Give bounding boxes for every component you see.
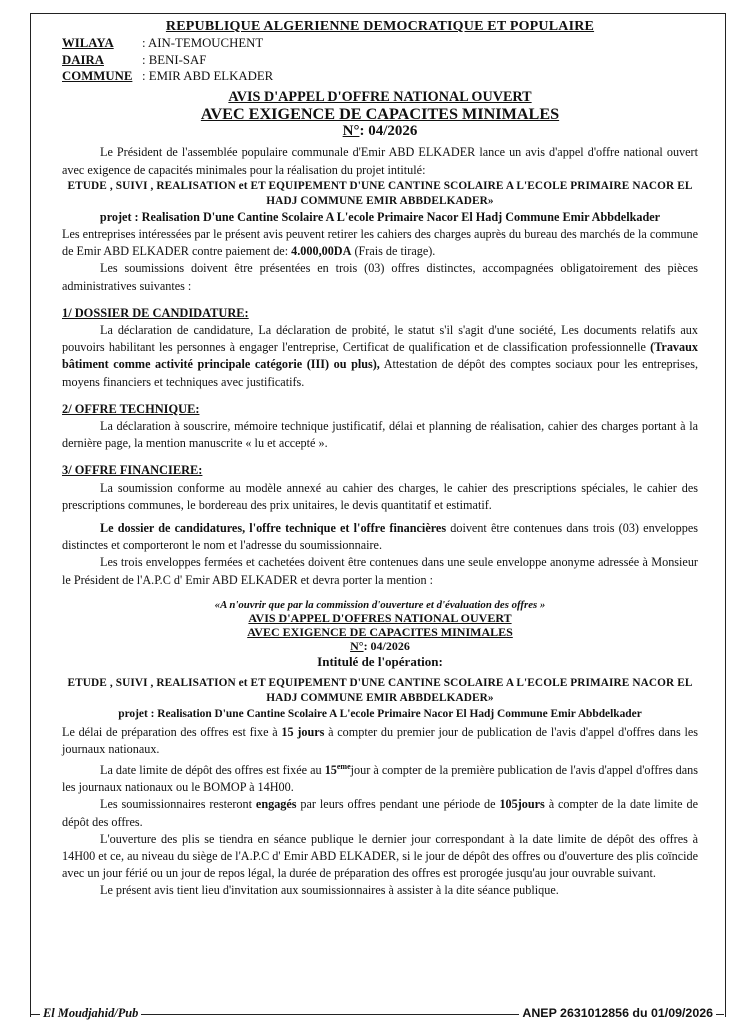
admin-value-commune: : EMIR ABD ELKADER bbox=[142, 69, 274, 84]
projet-line: projet : Realisation D'une Cantine Scolaire A L'ecole Primaire Nacor El Hadj Commune Emir Abbdelkader bbox=[99, 209, 661, 224]
engages-text-b: par leurs offres pendant une période de bbox=[296, 797, 500, 812]
delai-bold: 15 jours bbox=[281, 724, 325, 739]
mention-projet-line: projet : Realisation D'une Cantine Scolaire A L'ecole Primaire Nacor El Hadj Commune Emir Abbdelkader bbox=[118, 708, 642, 721]
notice-title-1: AVIS D'APPEL D'OFFRE NATIONAL OUVERT bbox=[228, 88, 532, 105]
mention-number bbox=[62, 640, 698, 654]
section-financiere-text: La soumission conforme au modèle annexé au cahier des charges, le cahier des prescriptions spéciales, le cahier des prescriptions communes, le bordereau des prix unitaires, le devis quantitatif et estimatif. bbox=[62, 480, 698, 512]
notice-number bbox=[62, 123, 698, 140]
amount: 4.000,00DA bbox=[291, 244, 352, 259]
section-candidature-text bbox=[62, 322, 698, 391]
delai-text-b: à compter du premier jour de publication de l'avis d'appel d'offres dans les journaux nationaux. bbox=[62, 724, 698, 756]
engages-bold: engagés bbox=[255, 797, 297, 812]
delai-paragraph bbox=[62, 724, 698, 758]
admin-key-wilaya: WILAYA bbox=[62, 36, 114, 51]
depot-sup: eme bbox=[336, 761, 351, 771]
engages-paragraph bbox=[62, 796, 698, 830]
engages-text-a: Les soumissionnaires resteront bbox=[100, 797, 256, 812]
depot-paragraph bbox=[62, 758, 698, 796]
soumissions-paragraph: Les soumissions doivent être présentées en trois (03) offres distinctes, accompagnées obligatoirement des pièces administratives suivantes : bbox=[62, 261, 698, 293]
envelopes-paragraph bbox=[62, 520, 698, 554]
invitation-paragraph: Le présent avis tient lieu d'invitation aux soumissionnaires à assister à la dite séance publique. bbox=[100, 883, 559, 898]
admin-value-daira: : BENI-SAF bbox=[142, 52, 207, 67]
candidature-text-a: La déclaration de candidature, La déclaration de probité, le statut s'il s'agit d'une société, Les documents relatifs aux pouvoirs habilitant les personnes à engager l'entreprise, Certificat de qualification et de classification professionnelle bbox=[62, 322, 698, 355]
republic-heading: REPUBLIQUE ALGERIENNE DEMOCRATIQUE ET POPULAIRE bbox=[165, 19, 595, 34]
notice-title-2: AVEC EXIGENCE DE CAPACITES MINIMALES bbox=[200, 104, 560, 123]
envelopes-bold: Le dossier de candidatures, l'offre technique et l'offre financières bbox=[100, 520, 447, 535]
depot-text-b: jour à compter de la première publication de l'avis d'appel d'offres dans les journaux nationaux ou le BOMOP à 14H00. bbox=[62, 763, 699, 795]
admin-value-wilaya: : AIN-TEMOUCHENT bbox=[142, 36, 264, 51]
ouverture-paragraph: L'ouverture des plis se tiendra en séance publique le dernier jour correspondant à la date limite de dépôt des offres à 14H00 et ce, au niveau du siège de l'A.P.C d' Emir ABD ELKADER, si le jour de dépôt des offres ou d'ouverture des plis coïncide avec un jour férié ou un jour de repos légal, la durée de préparation des offres est prorogée jusqu'au jour ouvrable suivant. bbox=[62, 831, 698, 881]
mention-quote: «A n'ouvrir que par la commission d'ouverture et d'évaluation des offres » bbox=[214, 598, 546, 611]
admin-key-daira: DAIRA bbox=[62, 52, 104, 67]
engages-bold-2: 105jours bbox=[499, 797, 545, 812]
number-value: : 04/2026 bbox=[359, 123, 418, 140]
engages-text-c: à compter de la date limite de dépôt des offres. bbox=[62, 797, 698, 829]
admin-key-commune: COMMUNE bbox=[62, 69, 133, 84]
project-title: ETUDE , SUIVI , REALISATION et ET EQUIPEMENT D'UNE CANTINE SCOLAIRE A L'ECOLE PRIMAIRE NACOR EL HADJ COMMUNE EMIR ABBDELKADER» bbox=[67, 179, 693, 207]
mention-title-2: AVEC EXIGENCE DE CAPACITES MINIMALES bbox=[247, 624, 513, 639]
section-candidature-title: 1/ DOSSIER DE CANDIDATURE: bbox=[62, 305, 249, 320]
section-technique-text: La déclaration à souscrire, mémoire technique justificatif, délai et planning de réalisation, cahier des charges portant à la dernière page, la mention manuscrite « lu et accepté ». bbox=[62, 418, 698, 451]
mention-project-title: ETUDE , SUIVI , REALISATION et ET EQUIPEMENT D'UNE CANTINE SCOLAIRE A L'ECOLE PRIMAIRE NACOR EL HADJ COMMUNE EMIR ABBDELKADER» bbox=[67, 677, 693, 705]
retrait-text: Les entreprises intéressées par le présent avis peuvent retirer les cahiers des charges auprès du bureau des marchés de la commune de Emir ABD ELKADER contre paiement de: bbox=[62, 226, 698, 259]
admin-block bbox=[62, 35, 698, 85]
depot-bold: 15 bbox=[324, 763, 337, 778]
footer bbox=[30, 1006, 724, 1026]
footer-publisher: El Moudjahid/Pub bbox=[40, 1006, 141, 1021]
number-label: N° bbox=[342, 123, 360, 140]
mention-number-value: : 04/2026 bbox=[363, 638, 410, 653]
envelopes-rest: doivent être contenues dans trois (03) enveloppes distinctes et comporteront le nom et l'adresse du soumissionnaire. bbox=[62, 520, 698, 553]
mention-title-1: AVIS D'APPEL D'OFFRES NATIONAL OUVERT bbox=[248, 611, 512, 626]
section-technique-title: 2/ OFFRE TECHNIQUE: bbox=[62, 401, 200, 416]
candidature-text-b: Attestation de dépôt des comptes sociaux pour les entreprises, moyens financiers et techniques avec justificatifs. bbox=[62, 357, 698, 389]
retrait-text-end: (Frais de tirage). bbox=[351, 244, 436, 259]
retrait-paragraph bbox=[62, 226, 698, 260]
intro-paragraph: Le Président de l'assemblée populaire communale d'Emir ABD ELKADER lance un avis d'appel d'offre national ouvert avec exigence de capacités minimales pour la réalisation du projet intitulé: bbox=[62, 145, 698, 177]
mention-number-label: N° bbox=[350, 638, 364, 653]
mention-intitule: Intitulé de l'opération: bbox=[317, 654, 443, 670]
footer-anep-reference: ANEP 2631012856 du 01/09/2026 bbox=[519, 1006, 716, 1020]
delai-text-a: Le délai de préparation des offres est fixe à bbox=[62, 724, 282, 739]
notice-content bbox=[62, 18, 698, 900]
closing-paragraph: Les trois enveloppes fermées et cachetées doivent être contenues dans une seule enveloppe anonyme adressée à Monsieur le Président de l'A.P.C d' Emir ABD ELKADER et devra porter la mention : bbox=[62, 555, 698, 587]
depot-text-a: La date limite de dépôt des offres est fixée au bbox=[100, 763, 325, 778]
section-financiere-title: 3/ OFFRE FINANCIERE: bbox=[62, 463, 203, 478]
candidature-bold: (Travaux bâtiment comme activité principale catégorie (III) ou plus), bbox=[62, 340, 698, 372]
